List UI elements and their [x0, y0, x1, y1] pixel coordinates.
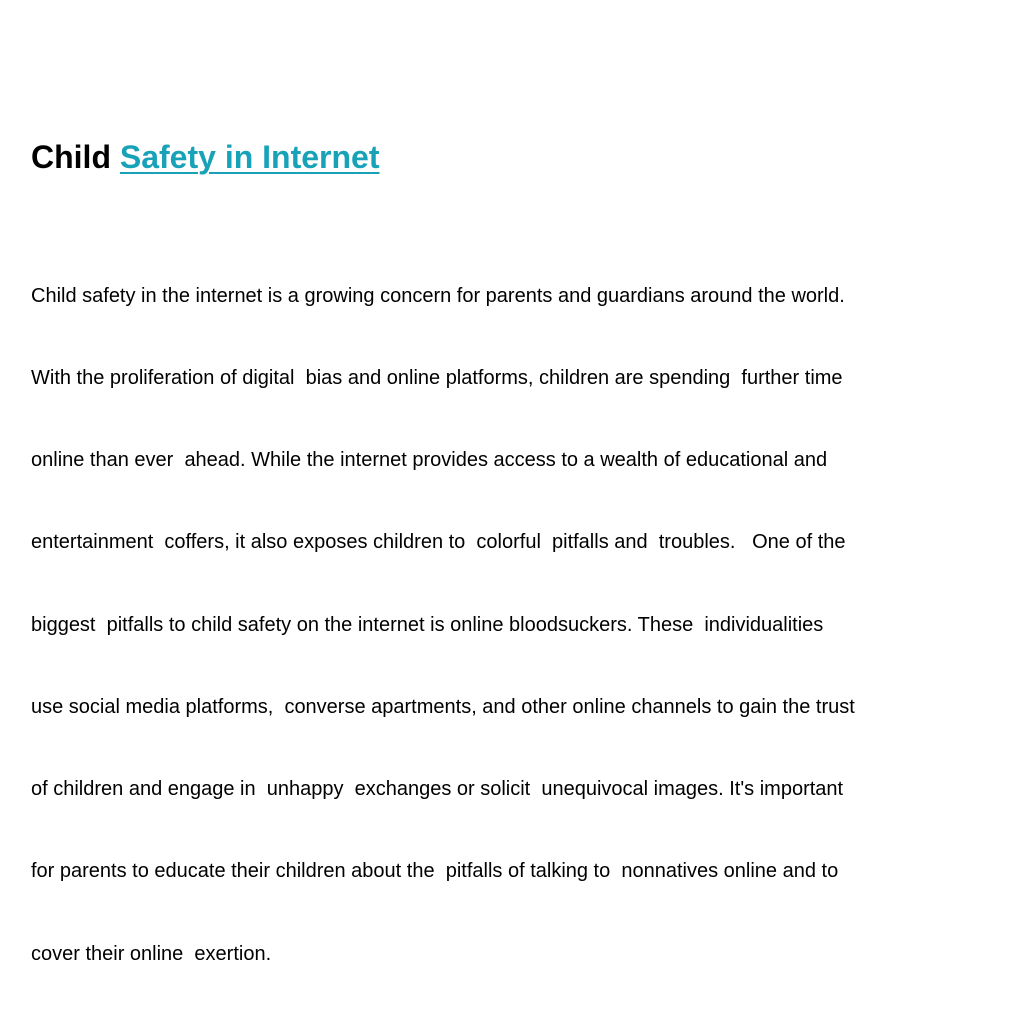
body-line: online than ever ahead. While the internet provides access to a wealth of educational and [31, 449, 828, 472]
body-line: for parents to educate their children about the pitfalls of talking to nonnatives online and to [31, 860, 839, 883]
body-line: cover their online exertion. [31, 942, 272, 965]
title-prefix: Child [31, 139, 120, 175]
body-line: biggest pitfalls to child safety on the internet is online bloodsuckers. These individualities [31, 613, 824, 636]
title-link[interactable]: Safety in Internet [119, 139, 380, 175]
body-paragraph [31, 228, 991, 1023]
body-line: of children and engage in unhappy exchanges or solicit unequivocal images. It's important [31, 778, 844, 801]
body-line: entertainment coffers, it also exposes children to colorful pitfalls and troubles. One of the [31, 531, 846, 554]
body-line: With the proliferation of digital bias and online platforms, children are spending further time [31, 367, 843, 390]
page-title [31, 137, 379, 177]
body-line: use social media platforms, converse apartments, and other online channels to gain the trust [31, 695, 855, 718]
body-line: Child safety in the internet is a growing concern for parents and guardians around the world. [31, 284, 845, 307]
